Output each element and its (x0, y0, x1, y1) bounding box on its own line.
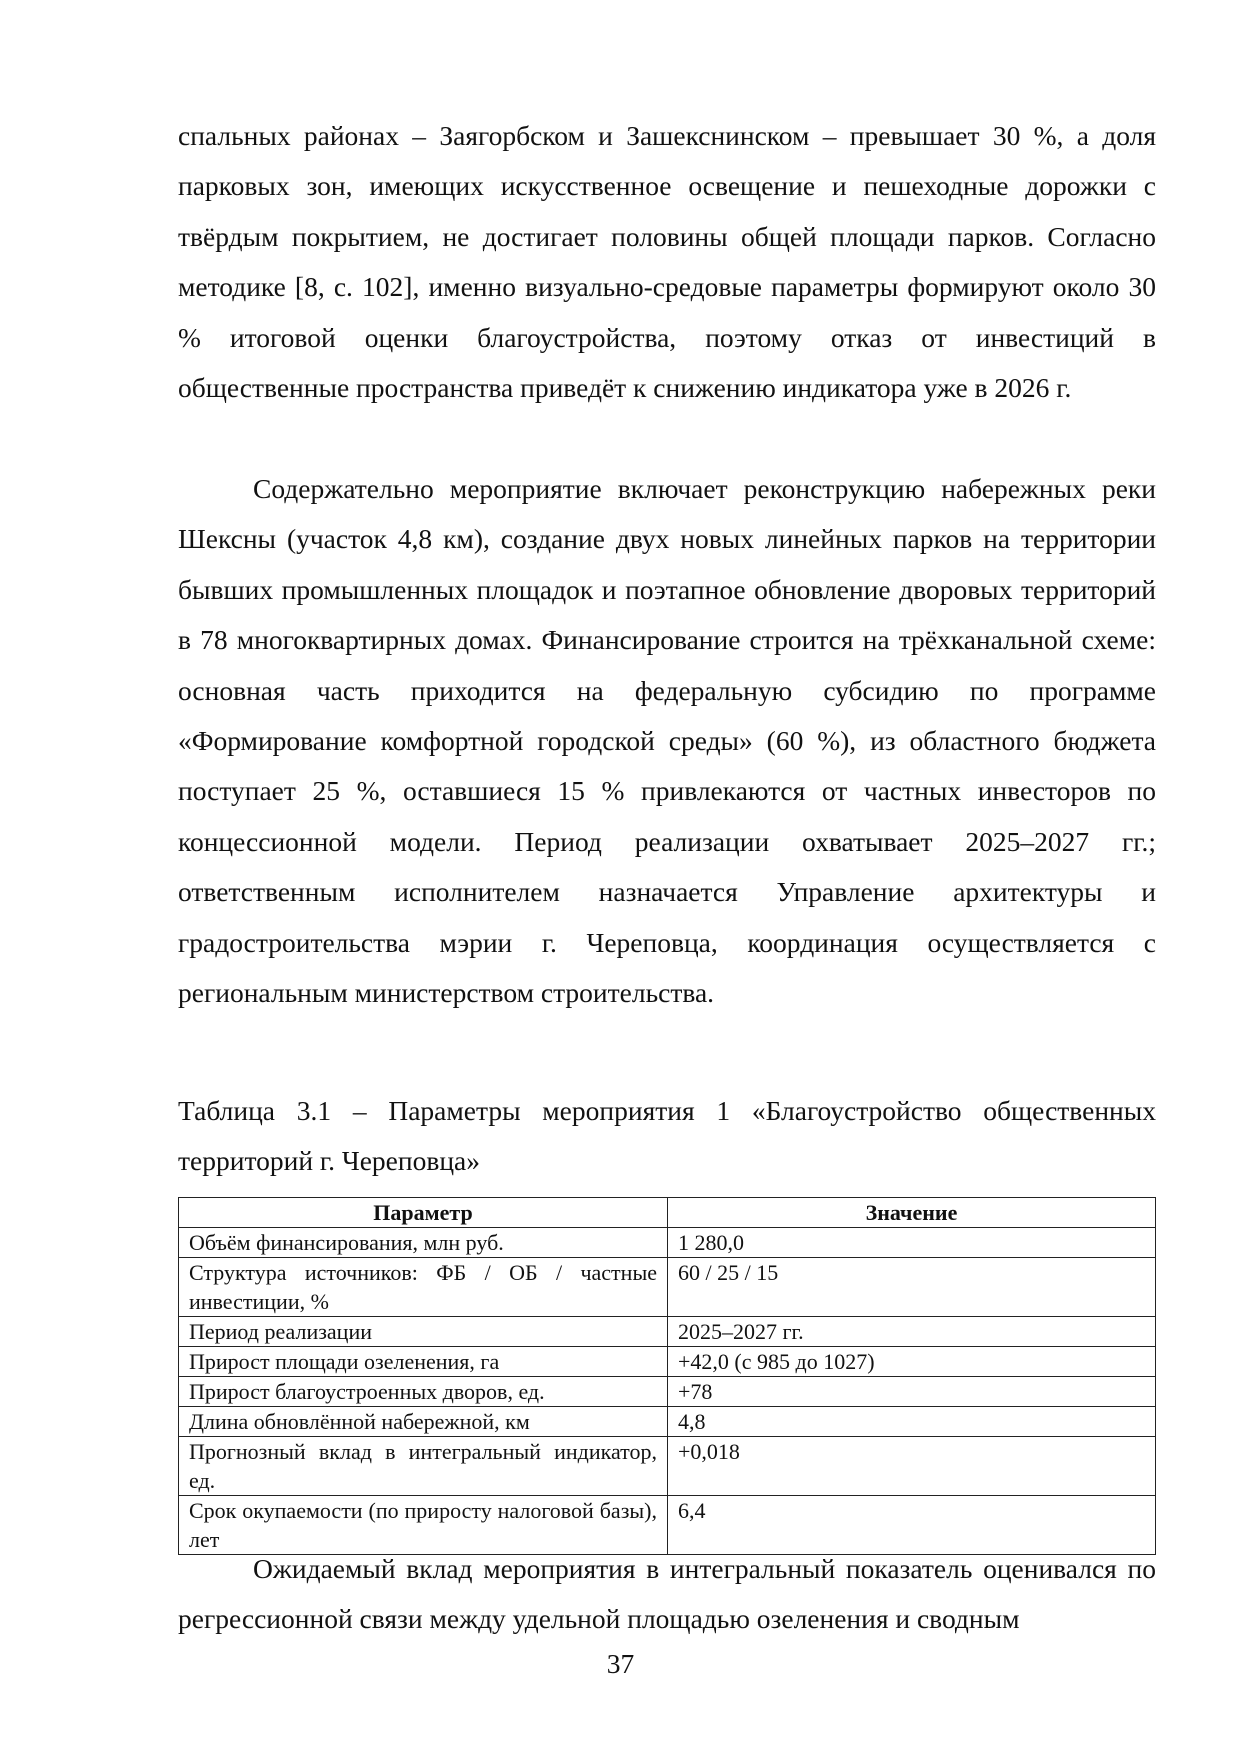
paragraph-2: Содержательно мероприятие включает реконструкцию набережных реки Шексны (участок 4,8 км), создание двух новых линейных парков на территории бывших промышленных площадок и поэтапное обновление дворовых территорий в 78 многоквартирных домах. Финансирование строится на трёхканальной схеме: основная часть приходится на федеральную субсидию по программе «Формирование комфортной городской среды» (60 %), из областного бюджета поступает 25 %, оставшиеся 15 % привлекаются от частных инвесторов по концессионной модели. Период реализации охватывает 2025–2027 гг.; ответственным исполнителем назначается Управление архитектуры и градостроительства мэрии г. Череповца, координация осуществляется с региональным министерством строительства. (178, 473, 1156, 1009)
row-parameter: Объём финансирования, млн руб. (179, 1228, 668, 1258)
table-row (179, 1437, 1156, 1496)
table-row (179, 1317, 1156, 1347)
row-value: +78 (668, 1377, 1156, 1407)
row-value: 1 280,0 (668, 1228, 1156, 1258)
table-header-row (179, 1198, 1156, 1228)
table-row (179, 1258, 1156, 1317)
row-parameter: Прирост благоустроенных дворов, ед. (179, 1377, 668, 1407)
row-parameter: Период реализации (179, 1317, 668, 1347)
page-number: 37 (606, 1648, 635, 1679)
row-value: +0,018 (668, 1437, 1156, 1496)
table-row (179, 1228, 1156, 1258)
row-parameter: Структура источников: ФБ / ОБ / частные инвестиции, % (179, 1258, 668, 1317)
table-row (179, 1407, 1156, 1437)
table-caption: Таблица 3.1 – Параметры мероприятия 1 «Благоустройство общественных территорий г. Череповца» (178, 1095, 1156, 1177)
row-parameter: Прирост площади озеленения, га (179, 1347, 668, 1377)
row-value: 2025–2027 гг. (668, 1317, 1156, 1347)
row-parameter: Прогнозный вклад в интегральный индикатор, ед. (179, 1437, 668, 1496)
table-row (179, 1377, 1156, 1407)
header-parameter: Параметр (179, 1198, 668, 1228)
header-value: Значение (668, 1198, 1156, 1228)
paragraph-3: Ожидаемый вклад мероприятия в интегральный показатель оценивался по регрессионной связи между удельной площадью озеленения и сводным (178, 1553, 1156, 1635)
row-parameter: Длина обновлённой набережной, км (179, 1407, 668, 1437)
row-value: 4,8 (668, 1407, 1156, 1437)
table-row (179, 1347, 1156, 1377)
row-value: +42,0 (с 985 до 1027) (668, 1347, 1156, 1377)
row-value: 6,4 (668, 1496, 1156, 1555)
parameters-table (178, 1197, 1156, 1555)
row-value: 60 / 25 / 15 (668, 1258, 1156, 1317)
paragraph-1: спальных районах – Заягорбском и Зашекснинском – превышает 30 %, а доля парковых зон, имеющих искусственное освещение и пешеходные дорожки с твёрдым покрытием, не достигает половины общей площади парков. Согласно методике [8, с. 102], именно визуально-средовые параметры формируют около 30 % итоговой оценки благоустройства, поэтому отказ от инвестиций в общественные пространства приведёт к снижению индикатора уже в 2026 г. (178, 120, 1156, 404)
row-parameter: Срок окупаемости (по приросту налоговой базы), лет (179, 1496, 668, 1555)
